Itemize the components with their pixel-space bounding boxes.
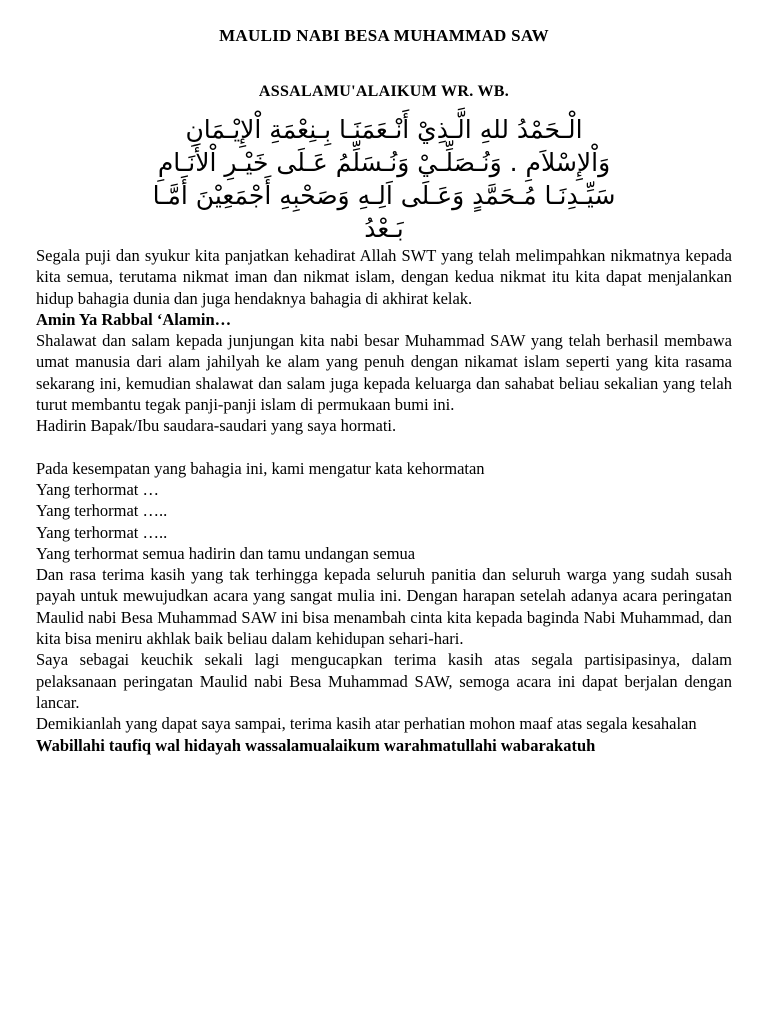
arabic-blessing <box>36 113 732 245</box>
honorific-line-3: Yang terhormat ….. <box>36 522 168 542</box>
greeting-line: ASSALAMU'ALAIKUM WR. WB. <box>258 83 510 100</box>
amin-line: Amin Ya Rabbal ‘Alamin… <box>36 309 232 329</box>
arabic-line-3: سَيِّـدِنَـا مُـحَمَّدٍ وَعَـلَى اَلِـهِ وَصَحْبِهِ أَجْمَعِيْنَ أَمَّـا <box>152 181 616 210</box>
kesempatan-intro-line: Pada kesempatan yang bahagia ini, kami mengatur kata kehormatan <box>36 458 485 478</box>
paragraph-shalawat: Shalawat dan salam kepada junjungan kita nabi besar Muhammad SAW yang telah berhasil membawa umat manusia dari alam jahilyah ke alam yang penuh dengan nikamat islam seperti yang kita rasama sekarang ini, kemudian shalawat dan salam juga kepada keluarga dan sahabat beliau sekalian yang telah turut membantu tegak panji-panji islam di permukaan bumi ini. <box>36 331 732 415</box>
paragraph-keuchik: Saya sebagai keuchik sekali lagi mengucapkan terima kasih atas segala partisipasinya, dalam pelaksanaan peringatan Maulid nabi Besa Muhammad SAW, semoga acara ini dapat berjalan dengan lancar. <box>36 650 732 712</box>
page-title: MAULID NABI BESA MUHAMMAD SAW <box>219 26 549 45</box>
honorific-line-4: Yang terhormat semua hadirin dan tamu undangan semua <box>36 543 416 563</box>
arabic-line-4: بَـعْدُ <box>364 214 404 243</box>
paragraph-opening: Segala puji dan syukur kita panjatkan kehadirat Allah SWT yang telah melimpahkan nikmatnya kepada kita semua, terutama nikmat iman dan nikmat islam, dengan kedua nikmat itu kita dapat menjalankan hidup bahagia dunia dan juga hendaknya bahagia di akhirat kelak. <box>36 246 732 308</box>
honorifics-section <box>36 458 732 564</box>
document-body <box>36 245 732 756</box>
arabic-line-1: الْـحَمْدُ للهِ الَّـذِيْ أَنْـعَمَنَـا بِـنِعْمَةِ اْلإِيْـمَانِ <box>185 115 583 144</box>
paragraph-demikian: Demikianlah yang dapat saya sampai, terima kasih atar perhatian mohon maaf atas segala kesahalan <box>36 714 697 734</box>
arabic-line-2: وَاْلإِسْلاَمِ . وَنُـصَلِّـيْ وَنُـسَلِّمُ عَـلَى خَيْـرِ اْلأَنَـامِ <box>157 148 611 177</box>
honorific-line-2: Yang terhormat ….. <box>36 501 168 521</box>
honorific-line-1: Yang terhormat … <box>36 479 159 499</box>
salutation-line: Hadirin Bapak/Ibu saudara-saudari yang saya hormati. <box>36 416 397 436</box>
closing-line: Wabillahi taufiq wal hidayah wassalamualaikum warahmatullahi wabarakatuh <box>36 735 596 755</box>
paragraph-terima-kasih: Dan rasa terima kasih yang tak terhingga kepada seluruh panitia dan seluruh warga yang sudah susah payah untuk mewujudkan acara yang sangat mulia ini. Dengan harapan setelah adanya acara peringatan Maulid nabi Besa Muhammad SAW ini bisa menambah cinta kita kepada baginda Nabi Muhammad, dan kita bisa meniru akhlak baik beliau dalam kehidupan sehari-hari. <box>36 565 732 649</box>
